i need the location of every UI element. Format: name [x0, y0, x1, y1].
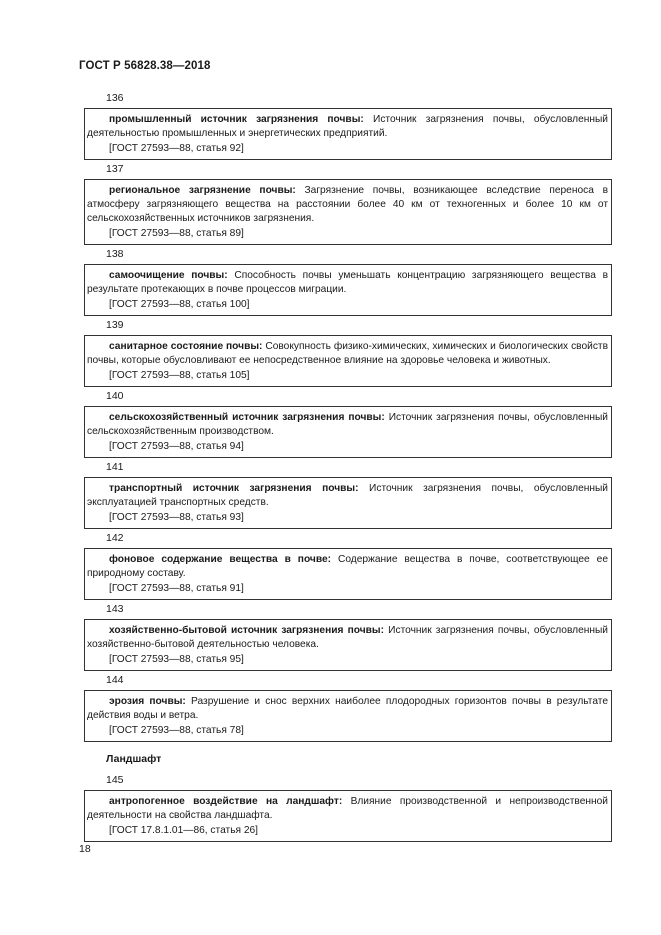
- term-number: 144: [106, 674, 124, 686]
- definition-text: Загрязнение почвы, возникающее вследствие переноса в атмосферу загрязняющего вещества на расстоянии более 40 км от техногенных и более 10 км от сельскохозяйственных источников загрязнения.: [87, 185, 608, 224]
- term-number: 143: [106, 603, 124, 615]
- term-name: самоочищение почвы:: [109, 270, 228, 281]
- term-definition: [87, 553, 608, 581]
- term-number: 142: [106, 532, 124, 544]
- page-number: 18: [79, 843, 91, 855]
- term-number: 140: [106, 390, 124, 402]
- term-definition: [87, 411, 608, 439]
- term-definition: [87, 624, 608, 652]
- term-source: [ГОСТ 27593—88, статья 89]: [109, 228, 244, 239]
- term-name: эрозия почвы:: [109, 696, 186, 707]
- term-number: 136: [106, 92, 124, 104]
- definition-text: Источник загрязнения почвы, обусловленный хозяйственно-бытовой деятельностью человека.: [87, 625, 608, 650]
- term-entry: [84, 406, 612, 458]
- term-definition: [87, 113, 608, 141]
- term-entry: [84, 790, 612, 842]
- definition-text: Источник загрязнения почвы, обусловленный эксплуатацией транспортных средств.: [87, 483, 608, 508]
- term-entry: [84, 264, 612, 316]
- term-entry: [84, 179, 612, 245]
- term-name: транспортный источник загрязнения почвы:: [109, 483, 359, 494]
- term-name: региональное загрязнение почвы:: [109, 185, 296, 196]
- terms-group: [84, 91, 612, 742]
- term-source: [ГОСТ 27593—88, статья 91]: [109, 583, 244, 594]
- term-source: [ГОСТ 27593—88, статья 105]: [109, 370, 250, 381]
- term-name: антропогенное воздействие на ландшафт:: [109, 796, 343, 807]
- section-heading: Ландшафт: [106, 753, 162, 765]
- term-entry: [84, 335, 612, 387]
- term-source: [ГОСТ 27593—88, статья 95]: [109, 654, 244, 665]
- term-definition: [87, 184, 608, 226]
- term-name: фоновое содержание вещества в почве:: [109, 554, 332, 565]
- document-header: ГОСТ Р 56828.38—2018: [79, 60, 211, 72]
- definition-text: Способность почвы уменьшать концентрацию загрязняющего вещества в результате протекающих в почве процессов миграции.: [87, 270, 608, 295]
- term-name: промышленный источник загрязнения почвы:: [109, 114, 364, 125]
- term-entry: [84, 108, 612, 160]
- term-number: 145: [106, 774, 124, 786]
- term-source: [ГОСТ 27593—88, статья 100]: [109, 299, 250, 310]
- term-source: [ГОСТ 27593—88, статья 78]: [109, 725, 244, 736]
- term-entry: [84, 548, 612, 600]
- definition-text: Содержание вещества в почве, соответствующее ее природному составу.: [87, 554, 608, 579]
- terms-list: [84, 91, 612, 844]
- term-number: 137: [106, 163, 124, 175]
- term-name: санитарное состояние почвы:: [109, 341, 263, 352]
- term-entry: [84, 619, 612, 671]
- definition-text: Источник загрязнения почвы, обусловленный сельскохозяйственным производством.: [87, 412, 608, 437]
- term-number: 138: [106, 248, 124, 260]
- term-name: хозяйственно-бытовой источник загрязнения почвы:: [109, 625, 384, 636]
- definition-text: Разрушение и снос верхних наиболее плодородных горизонтов почвы в результате действия воды и ветра.: [87, 696, 609, 721]
- term-source: [ГОСТ 17.8.1.01—86, статья 26]: [109, 825, 259, 836]
- definition-text: Совокупность физико-химических, химических и биологических свойств почвы, которые обусловливают ее непосредственное влияние на здоровье человека и животных.: [87, 341, 608, 366]
- term-entry: [84, 690, 612, 742]
- term-definition: [87, 695, 608, 723]
- term-definition: [87, 795, 608, 823]
- term-definition: [87, 269, 608, 297]
- definition-text: Влияние производственной и непроизводственной деятельности на свойства ландшафта.: [87, 796, 608, 821]
- term-name: сельскохозяйственный источник загрязнения почвы:: [109, 412, 385, 423]
- term-definition: [87, 340, 608, 368]
- term-number: 141: [106, 461, 124, 473]
- term-source: [ГОСТ 27593—88, статья 94]: [109, 441, 244, 452]
- term-source: [ГОСТ 27593—88, статья 92]: [109, 143, 244, 154]
- definition-text: Источник загрязнения почвы, обусловленный деятельностью промышленных и энергетических предприятий.: [87, 114, 609, 139]
- terms-group: [84, 773, 612, 842]
- term-entry: [84, 477, 612, 529]
- term-source: [ГОСТ 27593—88, статья 93]: [109, 512, 244, 523]
- term-definition: [87, 482, 608, 510]
- term-number: 139: [106, 319, 124, 331]
